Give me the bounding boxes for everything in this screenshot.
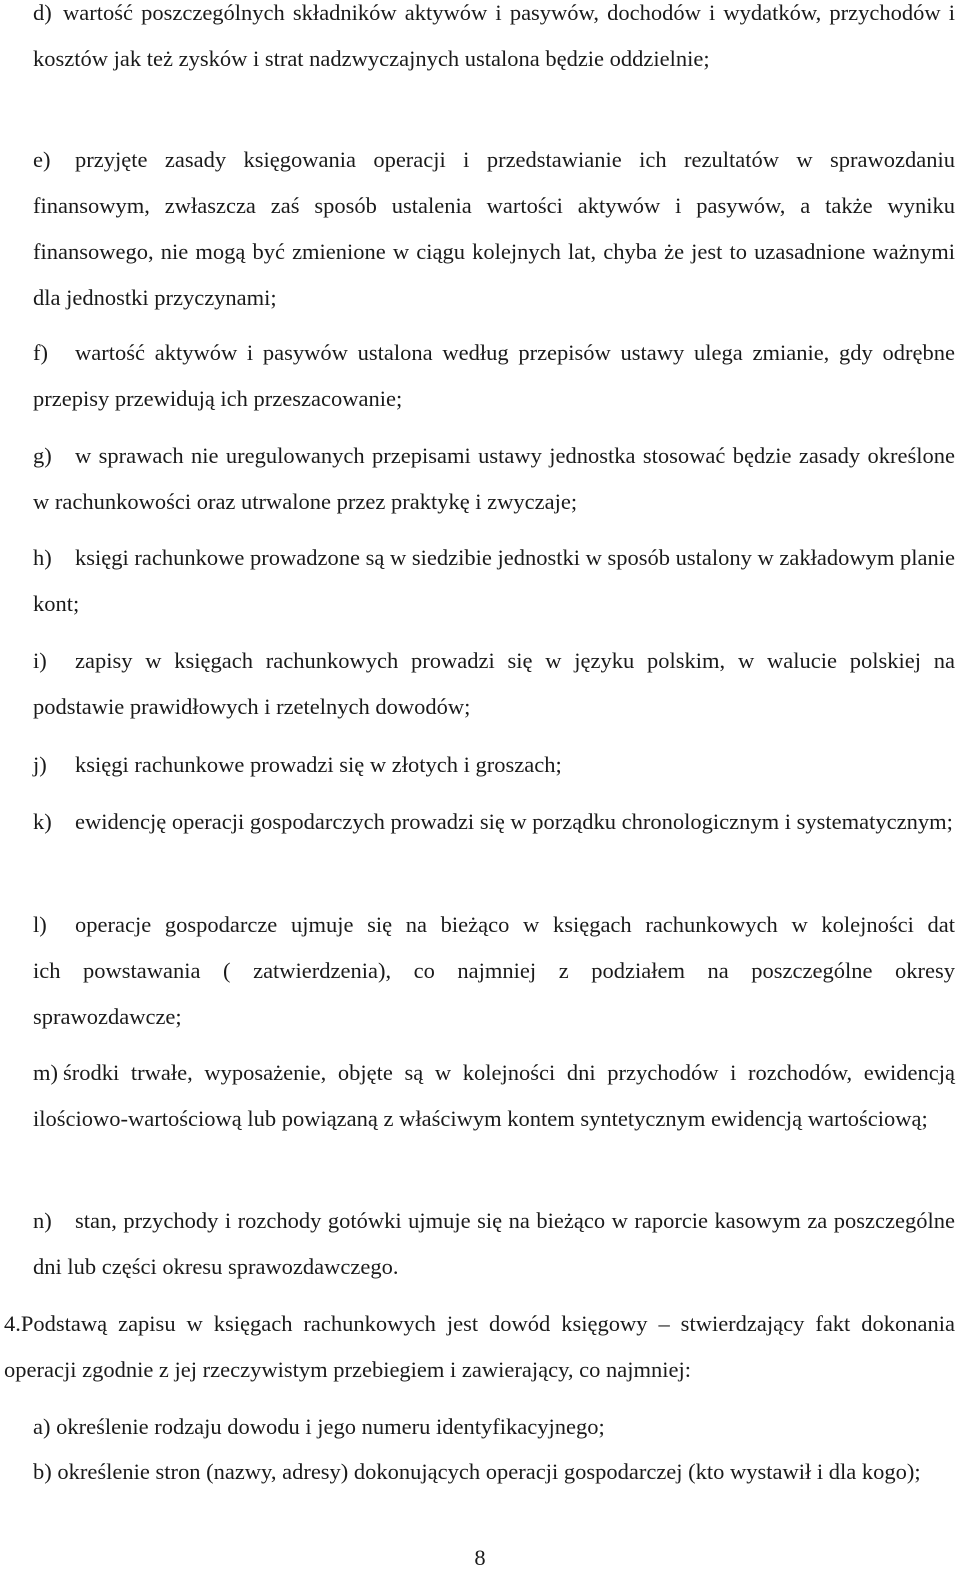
item-label: k) (33, 809, 52, 834)
list-item-l (33, 902, 955, 1040)
item-text: ewidencję operacji gospodarczych prowadzi się w porządku chronologicznym i systematycznym; (75, 809, 953, 834)
item-label: g) (33, 443, 52, 468)
item-label: e) (33, 147, 51, 172)
item-text: stan, przychody i rozchody gotówki ujmuje się na bieżąco w raporcie kasowym za poszczególne dni lub części okresu sprawozdawczego. (33, 1208, 955, 1279)
subitem-label: b) (33, 1459, 52, 1484)
item-label: d) (33, 0, 52, 25)
subitem-a (33, 1404, 955, 1450)
item-label: i) (33, 648, 47, 673)
item-text: środki trwałe, wyposażenie, objęte są w kolejności dni przychodów i rozchodów, ewidencją ilościowo-wartościową lub powiązaną z właściwym kontem syntetycznym ewidencją wartościową; (33, 1060, 955, 1131)
page-number: 8 (474, 1545, 486, 1570)
section-4 (4, 1301, 955, 1393)
subitem-b (33, 1449, 955, 1495)
item-label: j) (33, 752, 47, 777)
subitem-text: określenie stron (nazwy, adresy) dokonujących operacji gospodarczej (kto wystawił i dla kogo); (57, 1459, 921, 1484)
item-label: f) (33, 340, 48, 365)
list-item-g (33, 433, 955, 525)
subitem-label: a) (33, 1414, 51, 1439)
item-text: przyjęte zasady księgowania operacji i przedstawianie ich rezultatów w sprawozdaniu finansowym, zwłaszcza zaś sposób ustalenia wartości aktywów i pasywów, a także wyniku finansowego, nie mogą być zmienione w ciągu kolejnych lat, chyba że jest to uzasadnione ważnymi dla jednostki przyczynami; (33, 147, 955, 310)
item-text: księgi rachunkowe prowadzone są w siedzibie jednostki w sposób ustalony w zakładowym planie kont; (33, 545, 955, 616)
list-item-f (33, 330, 955, 422)
section-number: 4. (4, 1311, 21, 1336)
list-item-k (33, 799, 955, 845)
item-label: n) (33, 1208, 52, 1233)
list-item-e (33, 137, 955, 321)
item-text: operacje gospodarcze ujmuje się na bieżąco w księgach rachunkowych w kolejności dat ich powstawania ( zatwierdzenia), co najmniej z podziałem na poszczególne okresy sprawozdawcze; (33, 912, 955, 1029)
item-text: księgi rachunkowe prowadzi się w złotych i groszach; (75, 752, 562, 777)
list-item-d (33, 0, 955, 82)
item-text: wartość aktywów i pasywów ustalona według przepisów ustawy ulega zmianie, gdy odrębne przepisy przewidują ich przeszacowanie; (33, 340, 955, 411)
item-label: l) (33, 912, 47, 937)
subitem-text: określenie rodzaju dowodu i jego numeru identyfikacyjnego; (56, 1414, 605, 1439)
item-text: zapisy w księgach rachunkowych prowadzi się w języku polskim, w walucie polskiej na podstawie prawidłowych i rzetelnych dowodów; (33, 648, 955, 719)
section-text: Podstawą zapisu w księgach rachunkowych jest dowód księgowy – stwierdzający fakt dokonania operacji zgodnie z jej rzeczywistym przebiegiem i zawierający, co najmniej: (4, 1311, 955, 1382)
item-text: wartość poszczególnych składników aktywów i pasywów, dochodów i wydatków, przychodów i kosztów jak też zysków i strat nadzwyczajnych ustalona będzie oddzielnie; (33, 0, 955, 71)
item-text: w sprawach nie uregulowanych przepisami ustawy jednostka stosować będzie zasady określone w rachunkowości oraz utrwalone przez praktykę i zwyczaje; (33, 443, 955, 514)
list-item-h (33, 535, 955, 627)
item-label: h) (33, 545, 52, 570)
list-item-m (33, 1050, 955, 1142)
list-item-n (33, 1198, 955, 1290)
list-item-j (33, 742, 955, 788)
item-label: m) (33, 1060, 58, 1085)
list-item-i (33, 638, 955, 730)
